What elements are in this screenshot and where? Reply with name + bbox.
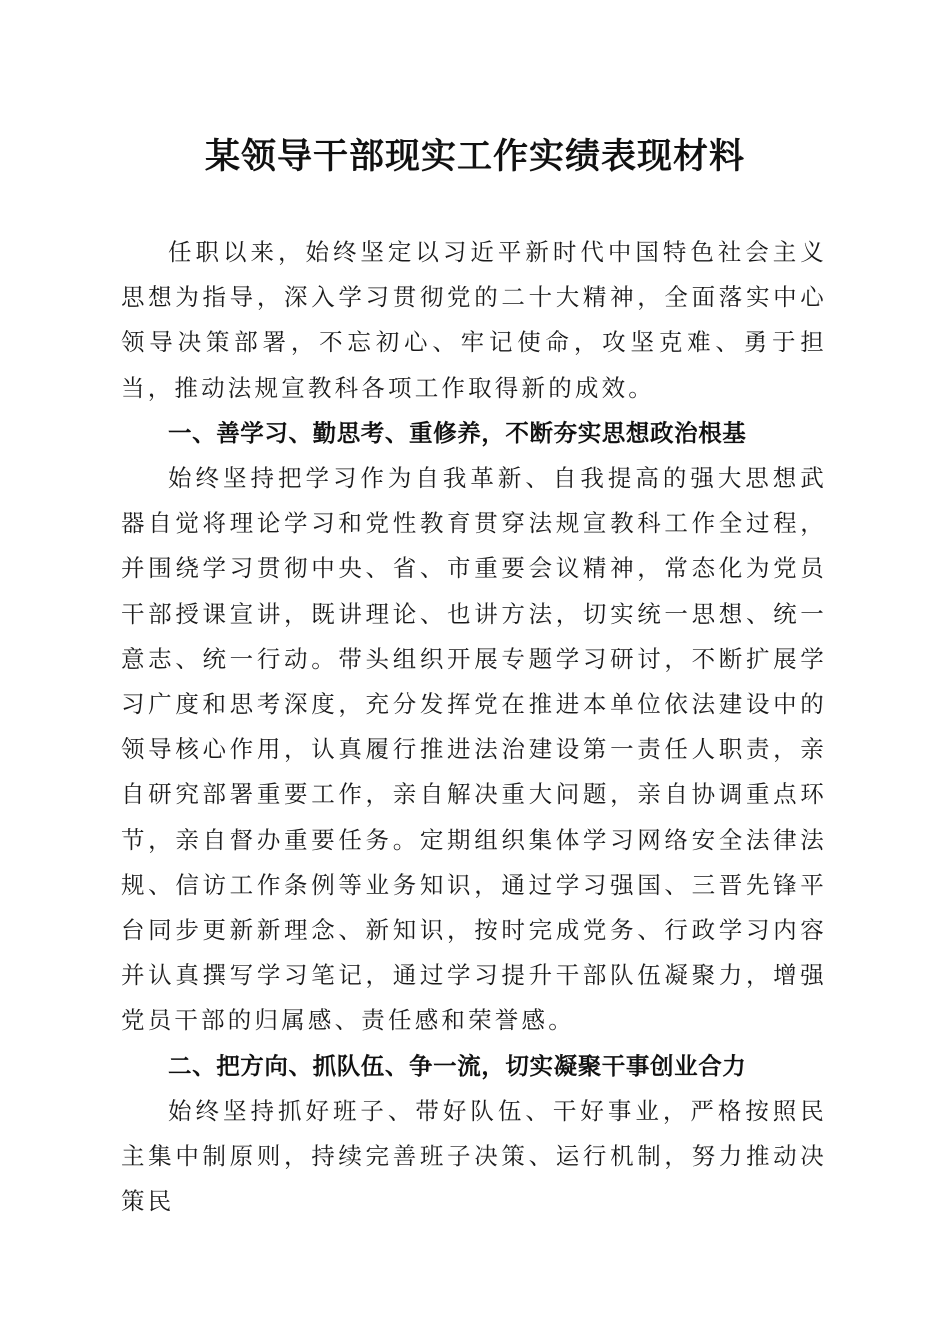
section-2-heading: 二、把方向、抓队伍、争一流，切实凝聚干事创业合力 [168, 1051, 747, 1080]
section-1-heading: 一、善学习、勤思考、重修养，不断夯实思想政治根基 [168, 418, 747, 447]
intro-paragraph: 任职以来，始终坚定以习近平新时代中国特色社会主义思想为指导，深入学习贯彻党的二十大精神，全面落实中心领导决策部署，不忘初心、牢记使命，攻坚克难、勇于担当，推动法规宣教科各项工作取得新的成效。 [121, 238, 827, 402]
section-2-paragraph: 始终坚持抓好班子、带好队伍、干好事业，严格按照民主集中制原则，持续完善班子决策、运行机制，努力推动决策民 [121, 1096, 827, 1216]
document-title: 某领导干部现实工作实绩表现材料 [204, 136, 745, 177]
document-body [121, 230, 827, 1224]
section-1-paragraph: 始终坚持把学习作为自我革新、自我提高的强大思想武器自觉将理论学习和党性教育贯穿法规宣教科工作全过程，并围绕学习贯彻中央、省、市重要会议精神，常态化为党员干部授课宣讲，既讲理论、也讲方法，切实统一思想、统一意志、统一行动。带头组织开展专题学习研讨，不断扩展学习广度和思考深度，充分发挥党在推进本单位依法建设中的领导核心作用，认真履行推进法治建设第一责任人职责，亲自研究部署重要工作，亲自解决重大问题，亲自协调重点环节，亲自督办重要任务。定期组织集体学习网络安全法律法规、信访工作条例等业务知识，通过学习强国、三晋先锋平台同步更新新理念、新知识，按时完成党务、行政学习内容并认真撰写学习笔记，通过学习提升干部队伍凝聚力，增强党员干部的归属感、责任感和荣誉感。 [121, 464, 827, 1035]
